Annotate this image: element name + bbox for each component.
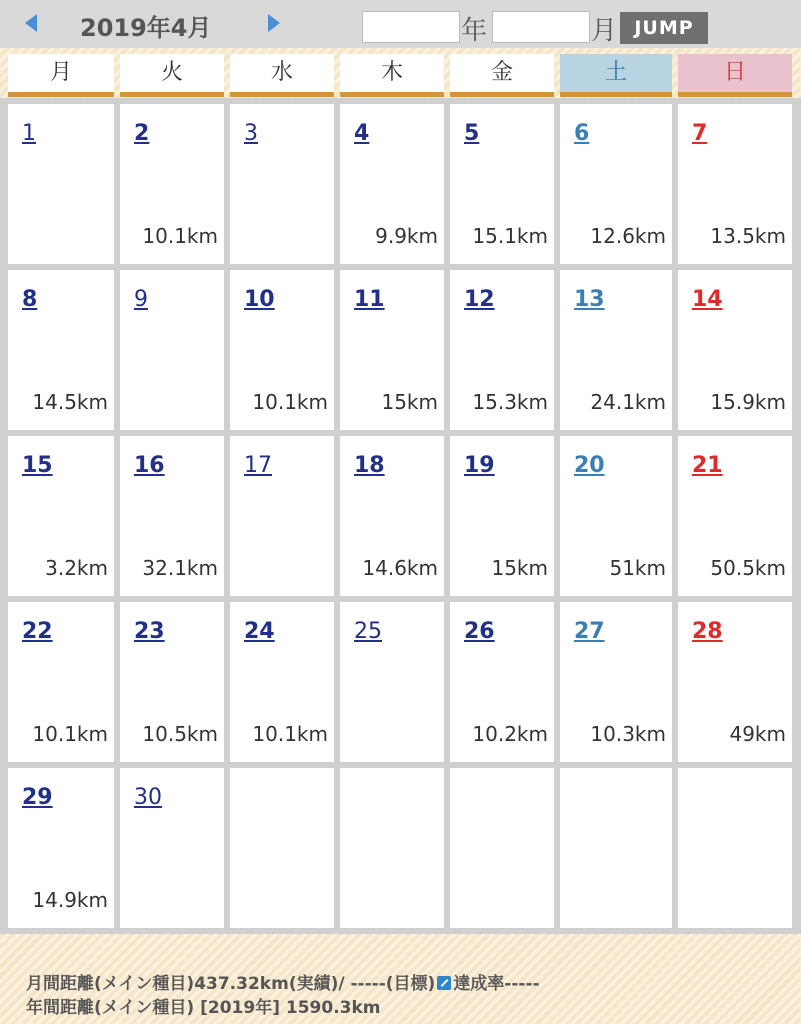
- day-number-link[interactable]: 8: [22, 287, 38, 312]
- day-cell[interactable]: [678, 104, 792, 264]
- day-distance: 9.9km: [375, 224, 438, 248]
- day-number-link[interactable]: 25: [354, 619, 382, 644]
- day-distance: 50.5km: [710, 556, 786, 580]
- day-cell[interactable]: [230, 436, 334, 596]
- year-input[interactable]: [362, 11, 460, 43]
- weekday-sat: 土: [560, 54, 672, 97]
- day-number-link[interactable]: 6: [574, 121, 590, 146]
- monthly-distance-text: 月間距離(メイン種目)437.32km(実績)/ -----(目標): [26, 974, 436, 994]
- day-cell[interactable]: [560, 436, 672, 596]
- day-number-link[interactable]: 20: [574, 453, 605, 478]
- day-distance: 13.5km: [710, 224, 786, 248]
- day-cell[interactable]: [450, 270, 554, 430]
- day-number-link[interactable]: 5: [464, 121, 480, 146]
- day-cell[interactable]: [8, 768, 114, 928]
- achievement-rate-text: 達成率-----: [453, 974, 540, 994]
- day-number-link[interactable]: 3: [244, 121, 258, 146]
- empty-cell: [340, 768, 444, 928]
- day-distance: 14.5km: [32, 390, 108, 414]
- day-number-link[interactable]: 12: [464, 287, 495, 312]
- month-title: 2019年4月: [80, 14, 212, 42]
- day-distance: 15.9km: [710, 390, 786, 414]
- weekday-header-row: [0, 48, 801, 102]
- day-cell[interactable]: [560, 270, 672, 430]
- day-distance: 10.1km: [252, 390, 328, 414]
- day-number-link[interactable]: 29: [22, 785, 53, 810]
- calendar-header: [0, 0, 801, 48]
- day-cell[interactable]: [560, 602, 672, 762]
- day-number-link[interactable]: 28: [692, 619, 723, 644]
- day-distance: 10.5km: [142, 722, 218, 746]
- next-month-arrow-icon[interactable]: [268, 14, 280, 32]
- day-distance: 10.2km: [472, 722, 548, 746]
- prev-month-arrow-icon[interactable]: [25, 14, 37, 32]
- day-cell[interactable]: [8, 104, 114, 264]
- day-cell[interactable]: [120, 602, 224, 762]
- day-number-link[interactable]: 16: [134, 453, 165, 478]
- day-cell[interactable]: [450, 602, 554, 762]
- day-cell[interactable]: [450, 436, 554, 596]
- monthly-distance-summary: [26, 969, 540, 994]
- weekday-wed: 水: [230, 54, 334, 97]
- day-distance: 14.6km: [362, 556, 438, 580]
- day-number-link[interactable]: 17: [244, 453, 272, 478]
- day-number-link[interactable]: 4: [354, 121, 370, 146]
- day-cell[interactable]: [120, 270, 224, 430]
- day-distance: 15.3km: [472, 390, 548, 414]
- day-number-link[interactable]: 30: [134, 785, 162, 810]
- day-cell[interactable]: [560, 104, 672, 264]
- day-number-link[interactable]: 15: [22, 453, 53, 478]
- day-distance: 24.1km: [590, 390, 666, 414]
- day-cell[interactable]: [120, 768, 224, 928]
- day-number-link[interactable]: 19: [464, 453, 495, 478]
- day-number-link[interactable]: 22: [22, 619, 53, 644]
- day-number-link[interactable]: 24: [244, 619, 275, 644]
- day-distance: 10.1km: [32, 722, 108, 746]
- calendar-grid: [0, 98, 801, 934]
- empty-cell: [450, 768, 554, 928]
- empty-cell: [560, 768, 672, 928]
- day-cell[interactable]: [8, 270, 114, 430]
- day-distance: 15.1km: [472, 224, 548, 248]
- weekday-tue: 火: [120, 54, 224, 97]
- day-cell[interactable]: [678, 436, 792, 596]
- day-distance: 14.9km: [32, 888, 108, 912]
- day-number-link[interactable]: 7: [692, 121, 708, 146]
- day-cell[interactable]: [340, 436, 444, 596]
- day-number-link[interactable]: 27: [574, 619, 605, 644]
- day-cell[interactable]: [120, 104, 224, 264]
- day-cell[interactable]: [340, 104, 444, 264]
- day-distance: 51km: [609, 556, 666, 580]
- weekday-fri: 金: [450, 54, 554, 97]
- day-distance: 15km: [381, 390, 438, 414]
- day-distance: 10.1km: [252, 722, 328, 746]
- year-unit-label: 年: [461, 16, 488, 46]
- day-number-link[interactable]: 10: [244, 287, 275, 312]
- day-cell[interactable]: [450, 104, 554, 264]
- day-cell[interactable]: [8, 602, 114, 762]
- day-distance: 10.1km: [142, 224, 218, 248]
- day-cell[interactable]: [120, 436, 224, 596]
- day-number-link[interactable]: 21: [692, 453, 723, 478]
- day-number-link[interactable]: 18: [354, 453, 385, 478]
- day-cell[interactable]: [230, 270, 334, 430]
- empty-cell: [678, 768, 792, 928]
- month-input[interactable]: [492, 11, 590, 43]
- edit-icon[interactable]: [437, 976, 451, 990]
- weekday-thu: 木: [340, 54, 444, 97]
- day-cell[interactable]: [230, 602, 334, 762]
- weekday-mon: 月: [8, 54, 114, 97]
- empty-cell: [230, 768, 334, 928]
- day-cell[interactable]: [340, 602, 444, 762]
- day-distance: 3.2km: [45, 556, 108, 580]
- day-cell[interactable]: [340, 270, 444, 430]
- day-cell[interactable]: [230, 104, 334, 264]
- day-cell[interactable]: [8, 436, 114, 596]
- day-number-link[interactable]: 26: [464, 619, 495, 644]
- weekday-sun: 日: [678, 54, 792, 97]
- day-distance: 15km: [491, 556, 548, 580]
- day-distance: 32.1km: [142, 556, 218, 580]
- day-number-link[interactable]: 2: [134, 121, 150, 146]
- day-cell[interactable]: [678, 270, 792, 430]
- day-distance: 12.6km: [590, 224, 666, 248]
- day-number-link[interactable]: 23: [134, 619, 165, 644]
- day-number-link[interactable]: 11: [354, 287, 385, 312]
- day-distance: 49km: [729, 722, 786, 746]
- day-distance: 10.3km: [590, 722, 666, 746]
- month-unit-label: 月: [591, 16, 618, 46]
- day-number-link[interactable]: 14: [692, 287, 723, 312]
- day-number-link[interactable]: 1: [22, 121, 36, 146]
- day-number-link[interactable]: 9: [134, 287, 148, 312]
- jump-button[interactable]: JUMP: [620, 12, 708, 44]
- day-cell[interactable]: [678, 602, 792, 762]
- day-number-link[interactable]: 13: [574, 287, 605, 312]
- yearly-distance-summary: 年間距離(メイン種目) [2019年] 1590.3km: [26, 998, 381, 1018]
